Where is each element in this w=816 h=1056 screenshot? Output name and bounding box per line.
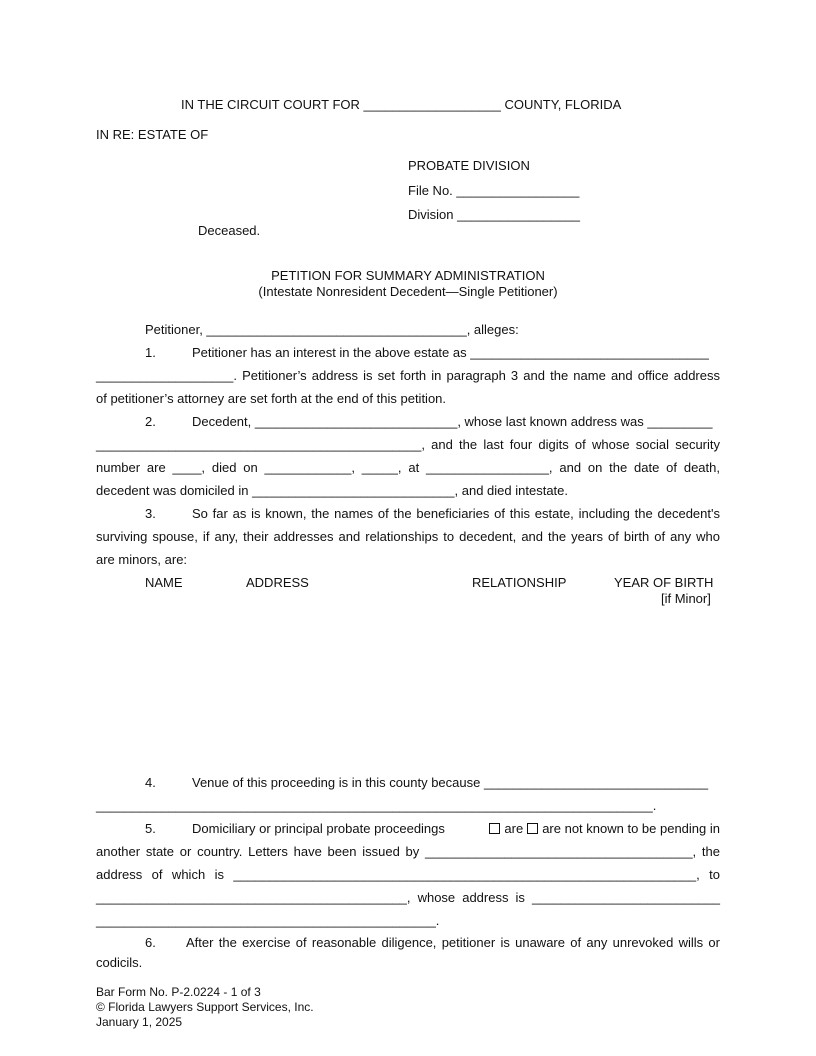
paragraph-2-number: 2. bbox=[145, 414, 156, 429]
paragraph-1-number: 1. bbox=[145, 345, 156, 360]
paragraph-1-line-1: Petitioner has an interest in the above estate as _________________________________ bbox=[192, 345, 709, 360]
footer-copyright: © Florida Lawyers Support Services, Inc. bbox=[96, 1000, 314, 1014]
paragraph-5-line-4: ___________________________________________, whose address is __________________________ bbox=[96, 890, 720, 905]
document-title: PETITION FOR SUMMARY ADMINISTRATION bbox=[271, 268, 545, 283]
are-not-label: are not known to be pending in bbox=[542, 821, 720, 836]
paragraph-5-line-5: _______________________________________________. bbox=[96, 913, 440, 928]
file-number-field: File No. _________________ bbox=[408, 183, 580, 198]
paragraph-6-line-1: After the exercise of reasonable diligence, petitioner is unaware of any unrevoked wills or bbox=[186, 935, 720, 950]
paragraph-3-line-2: surviving spouse, if any, their addresses and relationships to decedent, and the years of birth of any who bbox=[96, 529, 720, 544]
footer-date: January 1, 2025 bbox=[96, 1015, 183, 1029]
column-header-relationship: RELATIONSHIP bbox=[472, 575, 567, 590]
division-field: Division _________________ bbox=[408, 207, 581, 222]
probate-division: PROBATE DIVISION bbox=[408, 158, 530, 173]
footer-form-number: Bar Form No. P-2.0224 - 1 of 3 bbox=[96, 985, 261, 999]
deceased-label: Deceased. bbox=[198, 223, 261, 238]
paragraph-2-line-4: decedent was domiciled in ____________________________, and died intestate. bbox=[96, 483, 568, 498]
paragraph-4-number: 4. bbox=[145, 775, 156, 790]
are-checkbox[interactable] bbox=[489, 823, 500, 834]
paragraph-5-line-2: another state or country. Letters have been issued by _____________________________________, the bbox=[96, 844, 720, 859]
paragraph-5-number: 5. bbox=[145, 821, 156, 836]
court-line: IN THE CIRCUIT COURT FOR ___________________ COUNTY, FLORIDA bbox=[181, 97, 622, 112]
petitioner-intro: Petitioner, ____________________________________, alleges: bbox=[145, 322, 519, 337]
paragraph-5-line-1 bbox=[192, 821, 720, 837]
paragraph-4-line-1: Venue of this proceeding is in this county because _______________________________ bbox=[192, 775, 709, 790]
document-subtitle: (Intestate Nonresident Decedent—Single Petitioner) bbox=[258, 284, 558, 299]
paragraph-3-line-1: So far as is known, the names of the beneficiaries of this estate, including the decedent's bbox=[192, 506, 720, 521]
paragraph-3-number: 3. bbox=[145, 506, 156, 521]
paragraph-1-line-2: ___________________. Petitioner’s address is set forth in paragraph 3 and the name and office address bbox=[96, 368, 720, 383]
paragraph-6-number: 6. bbox=[145, 935, 156, 950]
are-not-checkbox[interactable] bbox=[527, 823, 538, 834]
paragraph-4-line-2: _____________________________________________________________________________. bbox=[96, 798, 657, 813]
paragraph-2-line-2: _____________________________________________, and the last four digits of whose social security bbox=[96, 437, 720, 452]
paragraph-5-options bbox=[485, 821, 720, 837]
paragraph-3-line-3: are minors, are: bbox=[96, 552, 188, 567]
paragraph-2-line-3: number are ____, died on ____________, _____, at _________________, and on the date of death, bbox=[96, 460, 720, 475]
column-header-year-of-birth: YEAR OF BIRTH bbox=[614, 575, 714, 590]
paragraph-6-line-2: codicils. bbox=[96, 955, 143, 970]
paragraph-1-line-3: of petitioner’s attorney are set forth at the end of this petition. bbox=[96, 391, 447, 406]
in-re-estate: IN RE: ESTATE OF bbox=[96, 127, 209, 142]
column-header-address: ADDRESS bbox=[246, 575, 309, 590]
column-header-name: NAME bbox=[145, 575, 183, 590]
paragraph-2-line-1: Decedent, ____________________________, whose last known address was _________ bbox=[192, 414, 713, 429]
paragraph-5-domiciliary-text: Domiciliary or principal probate proceedings bbox=[192, 821, 445, 836]
paragraph-5-line-3: address of which is ________________________________________________________________, to bbox=[96, 867, 720, 882]
are-label: are bbox=[504, 821, 524, 836]
column-header-if-minor: [if Minor] bbox=[661, 591, 711, 606]
